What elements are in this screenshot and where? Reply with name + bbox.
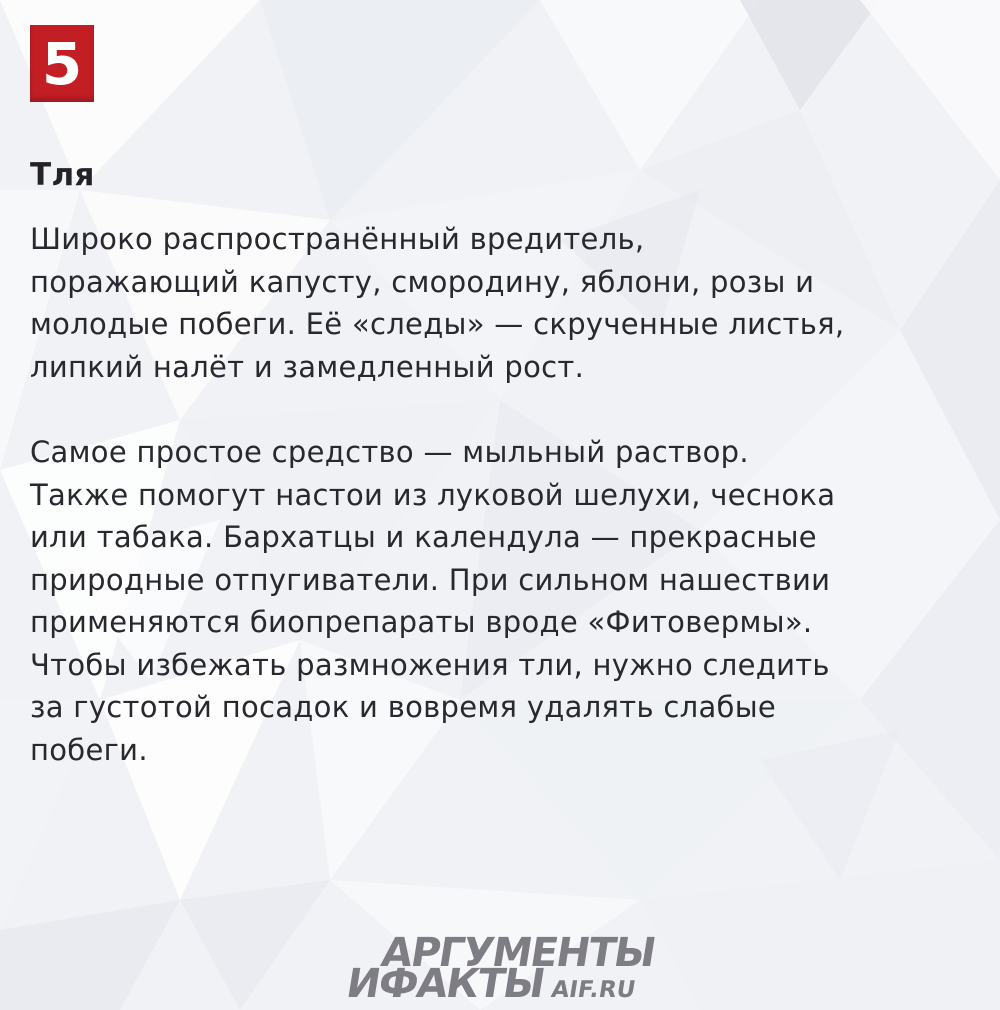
item-number: 5 — [41, 29, 83, 98]
aif-logo-word: ИФАКТЫ — [343, 961, 548, 1007]
paragraph-remedies: Самое простое средство — мыльный раствор. Также помогут настои из луковой шелухи, чеснока или табака. Бархатцы и календула — прекрасные природные отпугиватели. При сильном нашествии применяются биопрепараты вроде «Фитовермы». Чтобы избежать размножения тли, нужно следить за густотой посадок и вовремя удалять слабые побеги. — [30, 435, 836, 767]
aif-logo-domain: AIF.RU — [549, 977, 638, 1003]
aif-logo — [343, 930, 658, 1007]
page-title: Тля — [30, 156, 95, 193]
paragraph-description: Широко распространённый вредитель, поражающий капусту, смородину, яблони, розы и молодые побеги. Её «следы» — скрученные листья, липкий налёт и замедленный рост. — [30, 222, 845, 384]
aif-logo-line-bottom — [343, 961, 651, 1007]
aif-logo-line-top: АРГУМЕНТЫ — [378, 930, 658, 976]
item-number-badge — [30, 25, 94, 102]
